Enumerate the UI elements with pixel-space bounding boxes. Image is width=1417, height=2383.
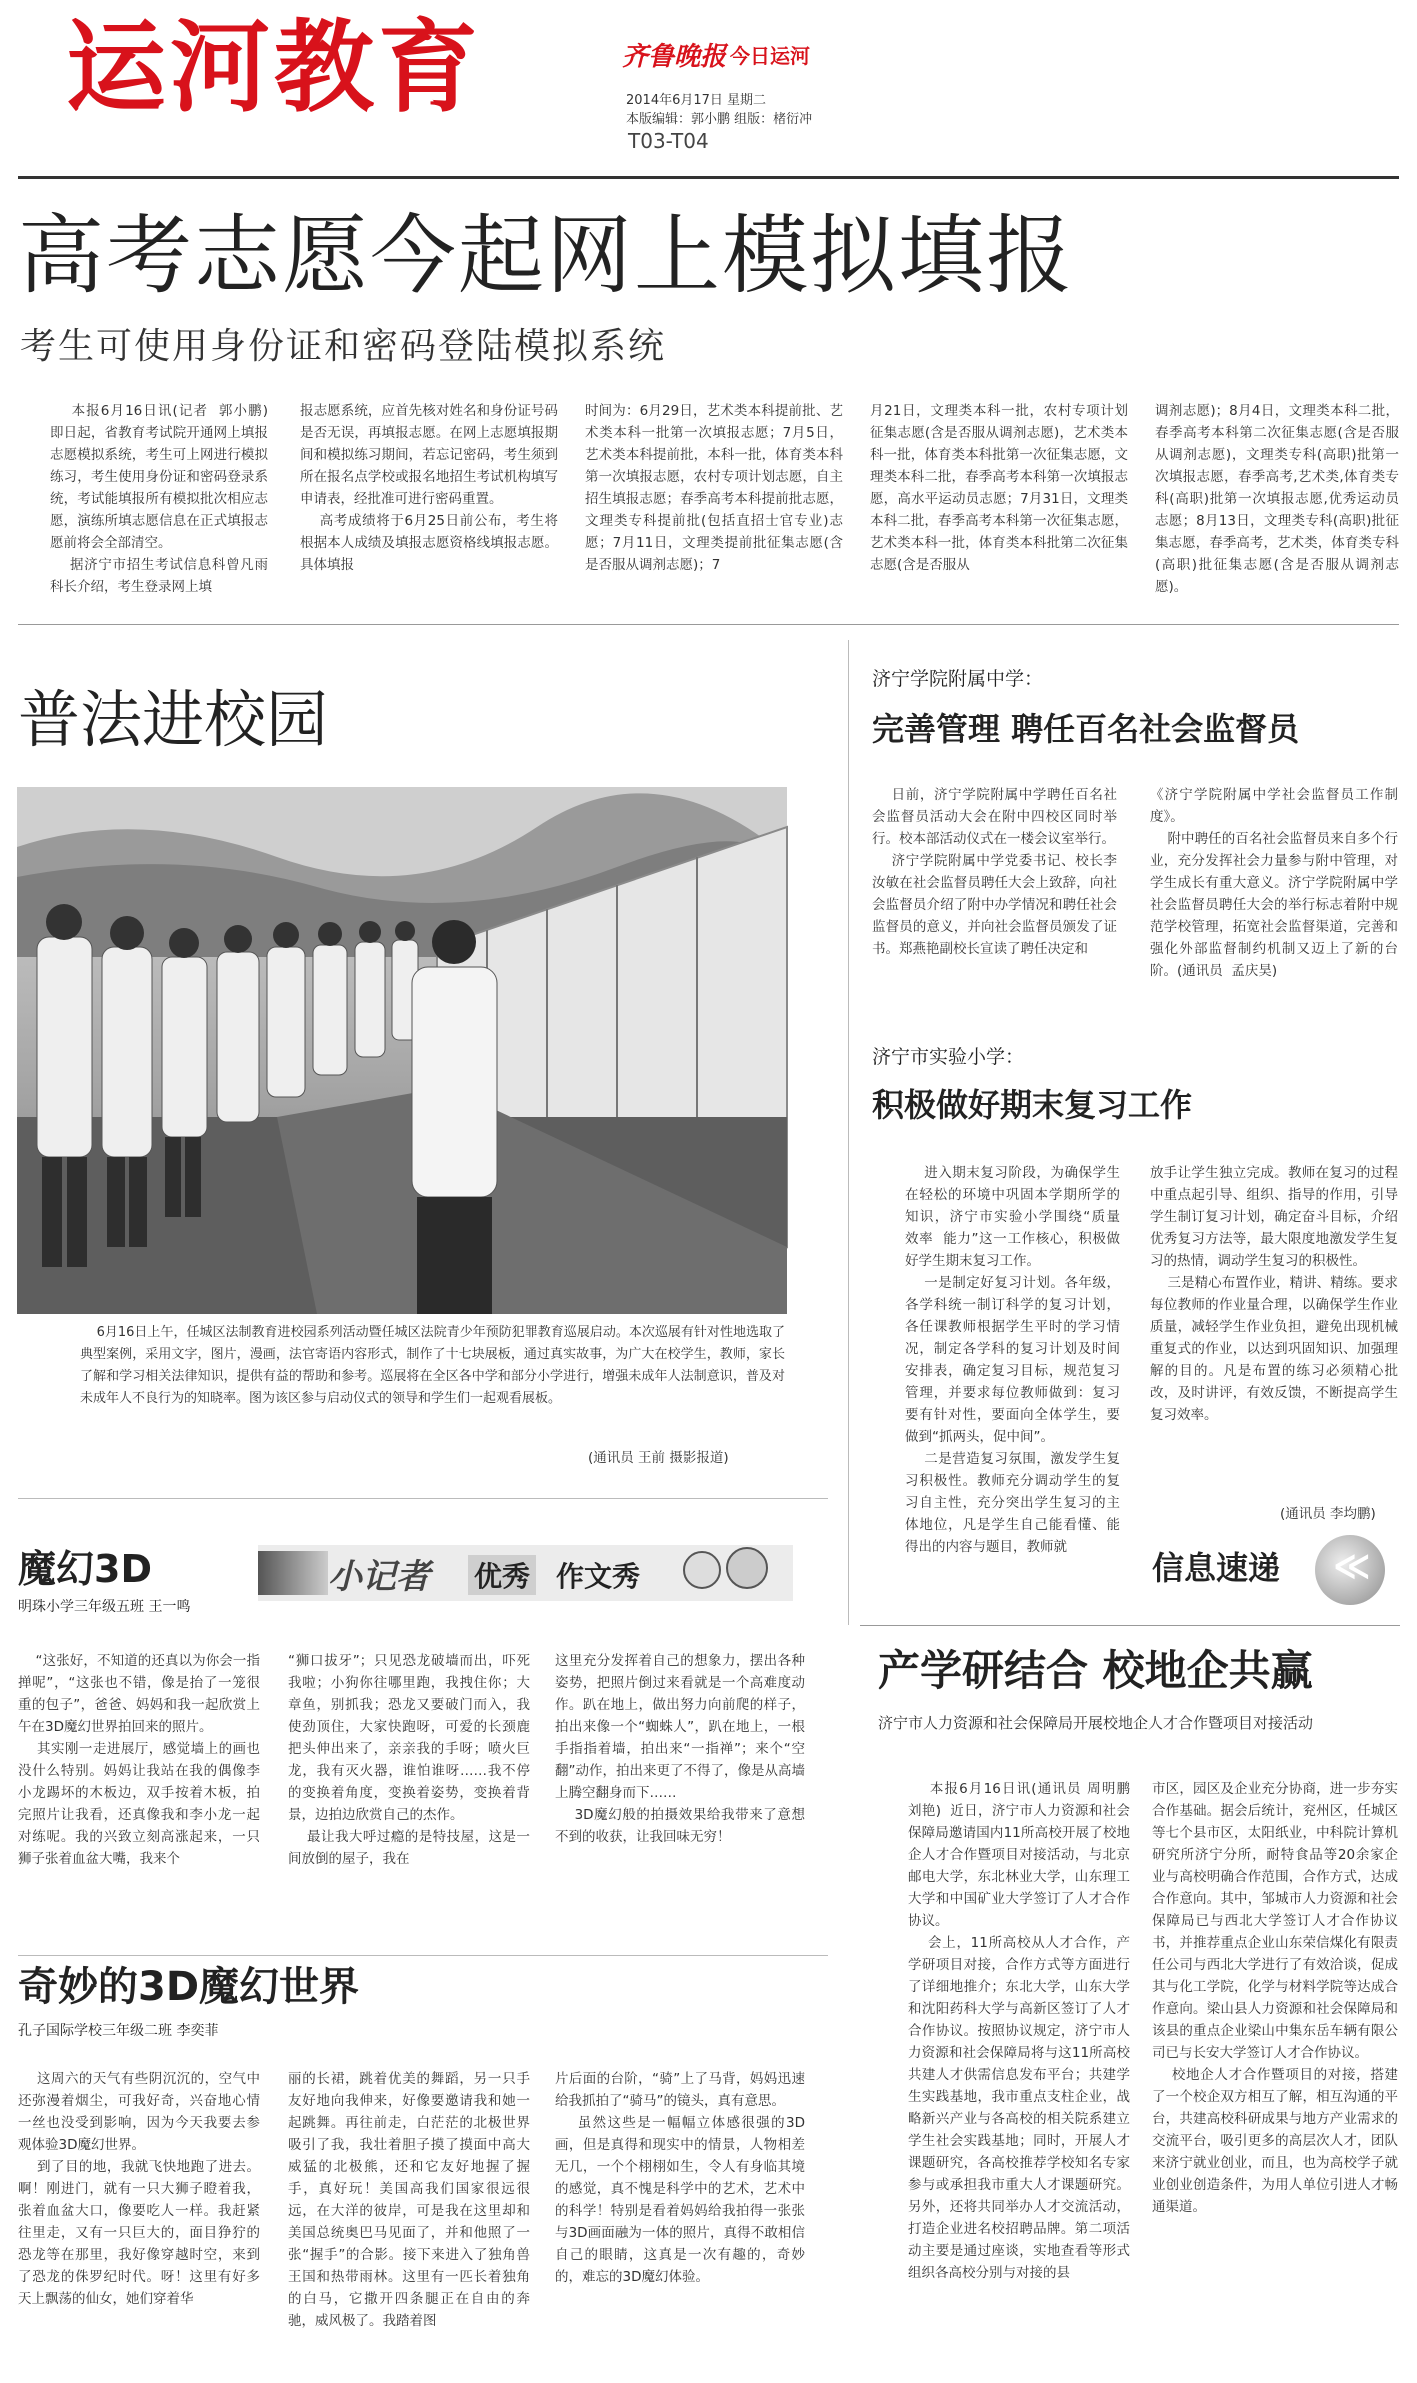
banner-essay: 作文秀 — [556, 1560, 641, 1593]
attached-kicker: 济宁学院附属中学： — [872, 668, 1044, 690]
wonder3d-col-2: 丽的长裙，跳着优美的舞蹈，另一只手友好地向我伸来，好像要邀请我和她一起跳舞。再往前走，白茫茫的北极世界吸引了我，我壮着胆子摸了摸面中高大威猛的北极熊，还和它友好地握了握手，真好玩！美国高我们国家很远很远，在大洋的彼岸，可是我在这里却和美国总统奥巴马见面了，并和他照了一张“握手”的合影。接下来进入了独角兽王国和热带雨林。这里有一匹长着独角的白马，它撒开四条腿正在自由的奔驰，威风极了。我踏着图 — [288, 2071, 530, 2329]
industry-col-1: 本报6月16日讯(通讯员 周明鹏 刘艳) 近日，济宁市人力资源和社会保障局邀请国内11所高校开展了校地企人才合作暨项目对接活动，与北京邮电大学，东北林业大学，山东理工大学和中国矿业大学签订了人才合作协议。 会上，11所高校从人才合作，产学研项目对接，合作方式等方面进行了详细地推介；东北大学，山东大学和沈阳药科大学与高新区签订了人才合作协议。按照协议规定，济宁市人力资源和社会保障局将与这11所高校共建人才供需信息发布平台；共建学生实践基地，我市重点支柱企业，战略新兴产业与各高校的相关院系建立学生社会实践基地；同时，开展人才课题研究，各高校推荐学校知名专家参与或承担我市重大人才课题研究。另外，还将共同举办人才交流活动，打造企业进名校招聘品牌。第二项活动主要是通过座谈，实地查看等形式组织各高校分别与对接的县 — [908, 1781, 1131, 2281]
info-express-arrow-icon: ≪ — [1333, 1546, 1371, 1587]
banner-excellent: 优秀 — [468, 1555, 536, 1595]
banner-gradient — [258, 1551, 328, 1595]
editors-line: 本版编辑：郭小鹏 组版：楮衍冲 — [626, 112, 813, 127]
wonder3d-col-1: 这周六的天气有些阴沉沉的，空气中还弥漫着烟尘，可我好奇，兴奋地心情一丝也没受到影响，因为今天我要去参观体验3D魔幻世界。 到了目的地，我就飞快地跑了进去。啊！刚进门，就有一只大狮子瞪着我，张着血盆大口，像要吃人一样。我赶紧往里走，又有一只巨大的，面目狰狞的恐龙等在那里，我好像穿越时空，来到了恐龙的侏罗纪时代。呀！这里有好多天上飘荡的仙女，她们穿着华 — [18, 2071, 261, 2307]
masthead-title: 运河教育 — [66, 8, 482, 126]
info-express-badge — [1150, 1535, 1398, 1595]
experiment-headline: 积极做好期末复习工作 — [872, 1086, 1193, 1124]
kids-icon — [678, 1547, 788, 1601]
experiment-col-2: 放手让学生独立完成。教师在复习的过程中重点起引导、组织、指导的作用，引导学生制订复习计划，确定奋斗目标，介绍优秀复习方法等，最大限度地激发学生复习的热情，调动学生复习的积极性。 三是精心布置作业，精讲、精练。要求每位教师的作业量合理，以确保学生作业质量，减轻学生作业负担，避免出现机械重复式的作业，以达到巩固知识、加强理解的目的。凡是布置的练习必须精心批改，及时讲评，有效反馈，不断提高学生复习效率。 — [1150, 1165, 1398, 1423]
experiment-col-1: 进入期末复习阶段，为确保学生在轻松的环境中巩固本学期所学的知识，济宁市实验小学围绕“质量 效率 能力”这一工作核心，积极做好学生期末复习工作。 一是制定好复习计划。各年级，各学科统一制订科学的复习计划，各任课教师根据学生平时的学习情况，制定各学科的复习计划及时间安排表，确定复习目标，规范复习管理，并要求每位教师做到：复习要有针对性，要面向全体学生，要做到“抓两头，促中间”。 二是营造复习氛围，激发学生复习积极性。教师充分调动学生的复习自主性，充分突出学生复习的主体地位，凡是学生自己能看懂、能得出的内容与题目，教师就 — [905, 1165, 1121, 1555]
wonder3d-col-3: 片后面的台阶，“骑”上了马背，妈妈迅速给我抓拍了“骑马”的镜头，真有意思。 虽然这些是一幅幅立体感很强的3D画，但是真得和现实中的情景，人物相差无几，一个个栩栩如生，令人有身临其境的感觉，真不愧是科学中的艺术，艺术中的科学！特别是看着妈妈给我拍得一张张与3D画面融为一体的照片，真得不敢相信自己的眼睛，这真是一次有趣的，奇妙的，难忘的3D魔幻体验。 — [555, 2071, 805, 2285]
law-headline: 普法进校园 — [18, 683, 329, 756]
magic3d-col-2: “狮口拔牙”；只见恐龙破墙而出，吓死我啦；小狗你往哪里跑，我拽住你；大章鱼，别抓我；恐龙又要破门而入，我使劲顶住，大家快跑呀，可爱的长颈鹿把头伸出来了，亲亲我的手呀；喷火巨龙，我有灭火器，谁怕谁呀……我不停的变换着角度，变换着姿势，变换着背景，边拍边欣赏自己的杰作。 最让我大呼过瘾的是特技屋，这是一间放倒的屋子，我在 — [288, 1653, 531, 1867]
edition-name: 今日运河 — [730, 44, 810, 68]
law-photo — [17, 787, 787, 1314]
lead-subhead: 考生可使用身份证和密码登陆模拟系统 — [20, 326, 667, 367]
paper-name: 齐鲁晚报 — [622, 42, 727, 72]
law-photo-scene — [17, 787, 787, 1314]
magic3d-byline: 明珠小学三年级五班 王一鸣 — [18, 1599, 191, 1615]
masthead-rule — [18, 176, 1399, 179]
issue-date: 2014年6月17日 星期二 — [626, 93, 767, 108]
lead-col-5: 调剂志愿)；8月4日，文理类本科二批，春季高考本科第二次征集志愿(含是否服从调剂志愿)，文理类专科(高职)批第一次填报志愿，春季高考,艺术类,体育类专科(高职)批第一次填报志愿,优秀运动员志愿；8月13日，文理类专科(高职)批征集志愿，春季高考，艺术类，体育类专科(高职)批征集志愿(含是否服从调剂志愿)。 — [1155, 403, 1399, 595]
right-col-divider — [848, 640, 849, 1625]
essay-top-rule — [18, 1498, 828, 1499]
experiment-credit: (通讯员 李均鹏) — [1280, 1506, 1376, 1522]
reporter-banner — [258, 1545, 793, 1601]
lead-bottom-rule — [18, 624, 1399, 625]
attached-col-2: 《济宁学院附属中学社会监督员工作制度》。 附中聘任的百名社会监督员来自多个行业，充分发挥社会力量参与附中管理，对学生成长有重大意义。济宁学院附属中学社会监督员聘任大会的举行标志着附中规范学校管理，拓宽社会监督渠道，完善和强化外部监督制约机制又迈上了新的台阶。(通讯员 孟庆昊) — [1150, 787, 1398, 979]
lead-headline: 高考志愿今起网上模拟填报 — [18, 206, 1074, 306]
page-numbers: T03-T04 — [628, 129, 709, 153]
law-caption: 6月16日上午，任城区法制教育进校园系列活动暨任城区法院青少年预防犯罪教育巡展启动。本次巡展有针对性地选取了典型案例，采用文字，图片，漫画，法官寄语内容形式，制作了十七块展板，通过真实故事，为广大在校学生，教师，家长了解和学习相关法律知识，提供有益的帮助和参考。巡展将在全区各中学和部分小学进行，增强未成年人法制意识，普及对未成年人不良行为的知晓率。图为该区参与启动仪式的领导和学生们一起观看展板。 — [80, 1325, 785, 1406]
industry-top-rule — [860, 1625, 1400, 1626]
industry-col-2: 市区，园区及企业充分协商，进一步夯实合作基础。据会后统计，兖州区，任城区等七个县市区，太阳纸业，中科院计算机研究所济宁分所，耐特食品等20余家企业与高校明确合作范围，合作方式，达成合作意向。其中，邹城市人力资源和社会保障局已与西北大学签订人才合作协议书，并推荐重点企业山东荣信煤化有限责任公司与西北大学进行了有效洽谈，促成其与化工学院，化学与材料学院等达成合作意向。梁山县人力资源和社会保障局和该县的重点企业梁山中集东岳车辆有限公司已与长安大学签订人才合作协议。 校地企人才合作暨项目的对接，搭建了一个校企双方相互了解，相互沟通的平台，共建高校科研成果与地方产业需求的交流平台，吸引更多的高层次人才，团队来济宁就业创业，而且，也为高校学子就业创业创造条件，为用人单位引进人才畅通渠道。 — [1152, 1781, 1399, 2215]
magic3d-col-1: “这张好，不知道的还真以为你会一指掸呢”，“这张也不错，像是抬了一笼很重的包子”，爸爸、妈妈和我一起欣赏上午在3D魔幻世界拍回来的照片。 其实刚一走进展厅，感觉墙上的画也没什么特别。妈妈让我站在我的偶像李小龙踢坏的木板边，双手按着木板，拍完照片让我看，还真像我和李小龙一起对练呢。我的兴致立刻高涨起来，一只狮子张着血盆大嘴，我来个 — [18, 1653, 261, 1867]
industry-headline: 产学研结合 校地企共赢 — [878, 1646, 1313, 1695]
info-express-label: 信息速递 — [1152, 1549, 1281, 1587]
wonder3d-headline: 奇妙的3D魔幻世界 — [18, 1964, 360, 2010]
lead-col-2: 报志愿系统，应首先核对姓名和身份证号码是否无误，再填报志愿。在网上志愿填报期间和模拟练习期间，若忘记密码，考生须到所在报名点学校或报名地招生考试机构填写申请表，经批准可进行密码重置。 高考成绩将于6月25日前公布，考生将根据本人成绩及填报志愿资格线填报志愿。具体填报 — [300, 403, 558, 573]
wonder3d-byline: 孔子国际学校三年级二班 李奕菲 — [18, 2023, 219, 2039]
lead-col-3: 时间为：6月29日，艺术类本科提前批、艺术类本科一批第一次填报志愿；7月5日，艺术类本科提前批，本科一批，体育类本科第一次填报志愿，农村专项计划志愿，自主招生填报志愿；春季高考本科提前批志愿，文理类专科提前批(包括直招士官专业)志愿；7月11日，文理类提前批征集志愿(含是否服从调剂志愿)；7 — [585, 403, 843, 573]
lead-col-4: 月21日，文理类本科一批，农村专项计划征集志愿(含是否服从调剂志愿)，艺术类本科一批，体育类本科批第一次征集志愿，文理类本科二批，春季高考本科第一次填报志愿，高水平运动员志愿；7月31日，文理类本科二批，春季高考本科第一次征集志愿，艺术类本科一批，体育类本科批第二次征集志愿(含是否服从 — [870, 403, 1128, 573]
banner-reporter: 小记者 — [328, 1557, 430, 1597]
law-credit: (通讯员 王前 摄影报道) — [588, 1450, 729, 1466]
experiment-kicker: 济宁市实验小学： — [872, 1046, 1025, 1068]
attached-col-1: 日前，济宁学院附属中学聘任百名社会监督员活动大会在附中四校区同时举行。校本部活动仪式在一楼会议室举行。 济宁学院附属中学党委书记、校长李汝敏在社会监督员聘任大会上致辞，向社会监督员介绍了附中办学情况和聘任社会监督员的意义，并向社会监督员颁发了证书。郑燕艳副校长宣读了聘任决定和 — [872, 787, 1117, 957]
attached-headline: 完善管理 聘任百名社会监督员 — [872, 710, 1300, 748]
industry-subhead: 济宁市人力资源和社会保障局开展校地企人才合作暨项目对接活动 — [878, 1714, 1314, 1732]
magic3d-col-3: 这里充分发挥着自己的想象力，摆出各种姿势，把照片倒过来看就是一个高难度动作。趴在地上，做出努力向前爬的样子，拍出来像一个“蜘蛛人”，趴在地上，一根手指指着墙，拍出来“一指禅”；来个“空翻”动作，拍出来更了不得了，像是从高墙上腾空翻身而下…… 3D魔幻般的拍摄效果给我带来了意想不到的收获，让我回味无穷！ — [555, 1653, 806, 1845]
lead-col-1: 本报6月16日讯(记者 郭小鹏) 即日起，省教育考试院开通网上填报志愿模拟系统，考生可上网进行模拟练习，考生使用身份证和密码登录系统，考试能填报所有模拟批次相应志愿，演练所填志愿信息在正式填报志愿前将会全部清空。 据济宁市招生考试信息科曾凡雨科长介绍，考生登录网上填 — [50, 403, 268, 595]
magic3d-headline: 魔幻3D — [18, 1547, 152, 1591]
